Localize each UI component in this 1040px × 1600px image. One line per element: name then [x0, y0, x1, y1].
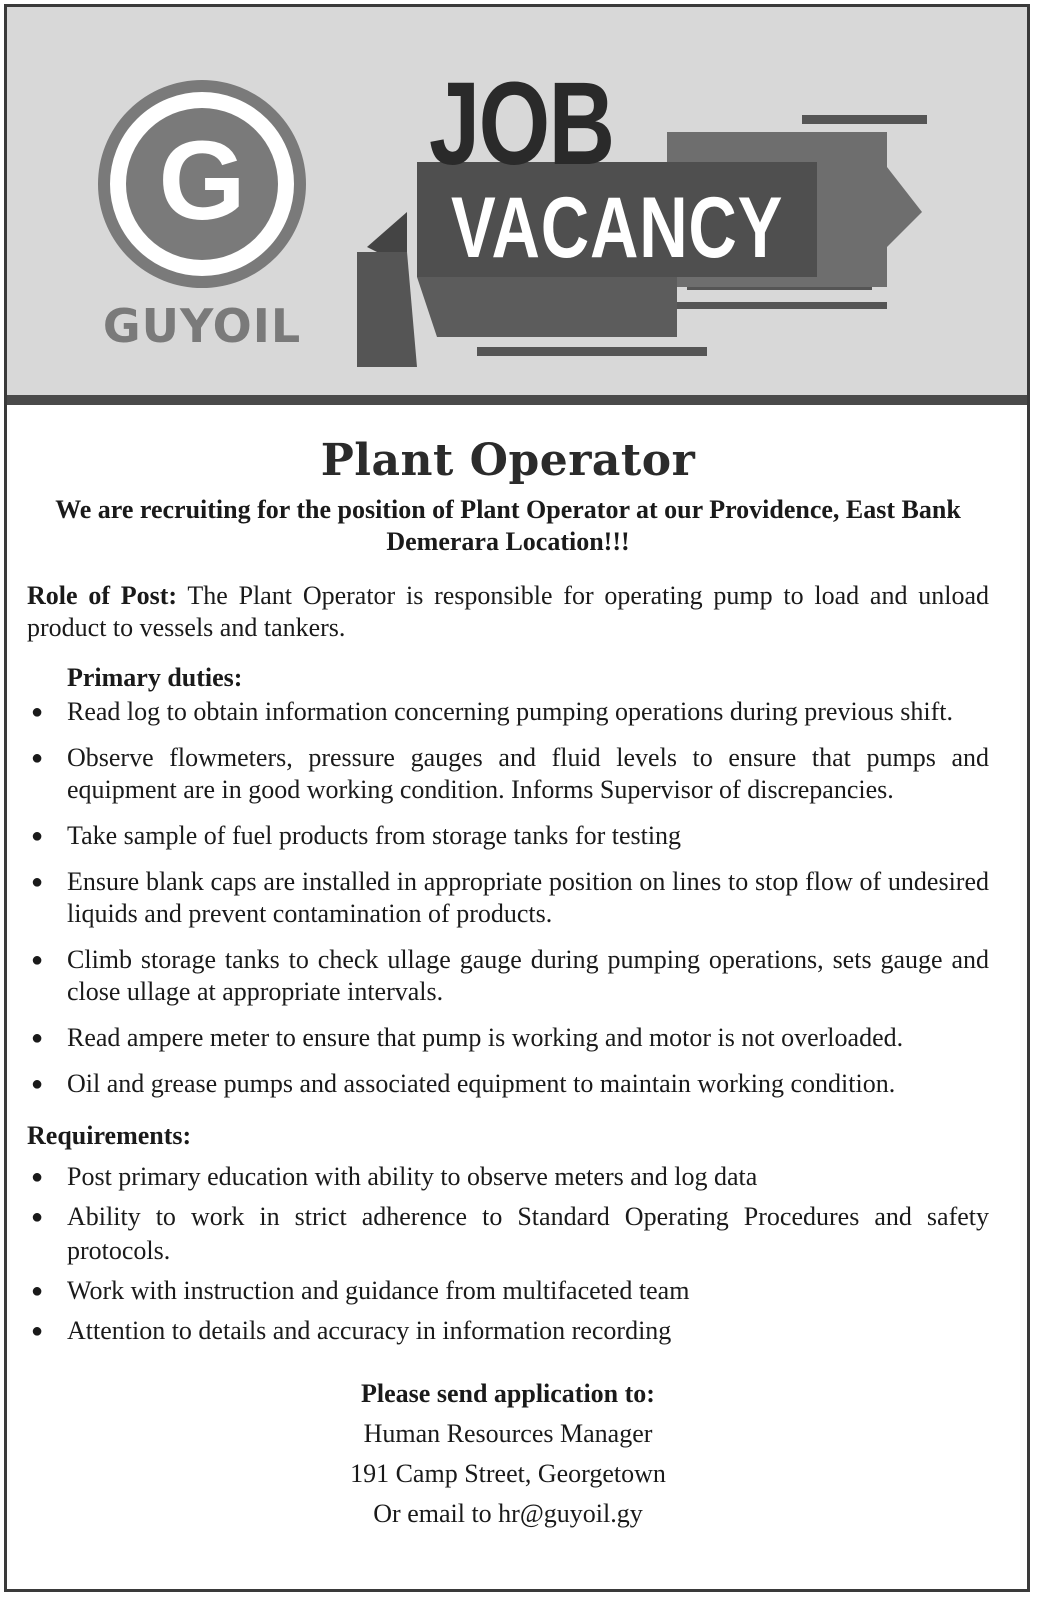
- headline-job: JOB: [429, 58, 614, 190]
- header-banner: [7, 7, 1027, 405]
- apply-recipient: Human Resources Manager: [363, 1419, 653, 1448]
- duty-text: Read log to obtain information concerning pumping operations during previous shift.: [67, 697, 954, 726]
- guyoil-logo: [97, 79, 307, 359]
- duty-text: Take sample of fuel products from storage tanks for testing: [67, 821, 682, 850]
- requirements-list: [27, 1160, 989, 1348]
- apply-email: Or email to hr@guyoil.gy: [373, 1499, 643, 1528]
- bullet-icon: ●: [31, 871, 44, 893]
- list-item: [27, 820, 989, 852]
- duty-text: Observe flowmeters, pressure gauges and fluid levels to ensure that pumps and equipment are in good working condition. Informs Supervisor of discrepancies.: [67, 743, 989, 804]
- duty-text: Oil and grease pumps and associated equipment to maintain working condition.: [67, 1069, 896, 1098]
- list-item: [27, 1160, 989, 1194]
- bullet-icon: ●: [31, 1320, 44, 1342]
- bullet-icon: ●: [31, 825, 44, 847]
- duty-text: Ensure blank caps are installed in appropriate position on lines to stop flow of undesired liquids and prevent contamination of products.: [67, 867, 989, 928]
- requirement-text: Work with instruction and guidance from multifaceted team: [67, 1276, 690, 1305]
- vacancy-advertisement: [4, 4, 1030, 1592]
- apply-heading: Please send application to:: [361, 1379, 655, 1408]
- bullet-icon: ●: [31, 747, 44, 769]
- duties-list: [27, 696, 989, 1100]
- role-text: The Plant Operator is responsible for operating pump to load and unload product to vessels and tankers.: [27, 581, 990, 642]
- role-of-post: [27, 580, 989, 644]
- logo-circle-icon: [97, 79, 307, 289]
- page-title: Plant Operator: [320, 435, 696, 486]
- bullet-icon: ●: [31, 1073, 44, 1095]
- list-item: [27, 866, 989, 930]
- apply-address: 191 Camp Street, Georgetown: [350, 1459, 666, 1488]
- posting-body: [27, 427, 989, 1534]
- intro-text: We are recruiting for the position of Plant Operator at our Providence, East Bank Demerara Location!!!: [55, 495, 961, 556]
- list-item: [27, 1274, 989, 1308]
- role-label: Role of Post:: [27, 581, 178, 610]
- headline-vacancy: VACANCY: [451, 180, 784, 276]
- bullet-icon: ●: [31, 1280, 44, 1302]
- bullet-icon: ●: [31, 1027, 44, 1049]
- list-item: [27, 742, 989, 806]
- duty-text: Read ampere meter to ensure that pump is working and motor is not overloaded.: [67, 1023, 904, 1052]
- bullet-icon: ●: [31, 949, 44, 971]
- bullet-icon: ●: [31, 1206, 44, 1228]
- duties-heading: Primary duties:: [67, 663, 243, 692]
- list-item: [27, 696, 989, 728]
- job-vacancy-headline: [347, 37, 947, 377]
- bullet-icon: ●: [31, 701, 44, 723]
- list-item: [27, 1022, 989, 1054]
- logo-letter: G: [158, 118, 246, 243]
- list-item: [27, 1200, 989, 1268]
- requirement-text: Ability to work in strict adherence to Standard Operating Procedures and safety protocols.: [67, 1202, 989, 1265]
- list-item: [27, 944, 989, 1008]
- duty-text: Climb storage tanks to check ullage gauge during pumping operations, sets gauge and close ullage at appropriate intervals.: [67, 945, 989, 1006]
- logo-wordmark: GUYOIL: [102, 299, 302, 353]
- application-contact: [27, 1374, 989, 1534]
- requirement-text: Post primary education with ability to observe meters and log data: [67, 1162, 758, 1191]
- list-item: [27, 1314, 989, 1348]
- requirements-heading: Requirements:: [27, 1121, 192, 1150]
- requirement-text: Attention to details and accuracy in information recording: [67, 1316, 672, 1345]
- list-item: [27, 1068, 989, 1100]
- bullet-icon: ●: [31, 1166, 44, 1188]
